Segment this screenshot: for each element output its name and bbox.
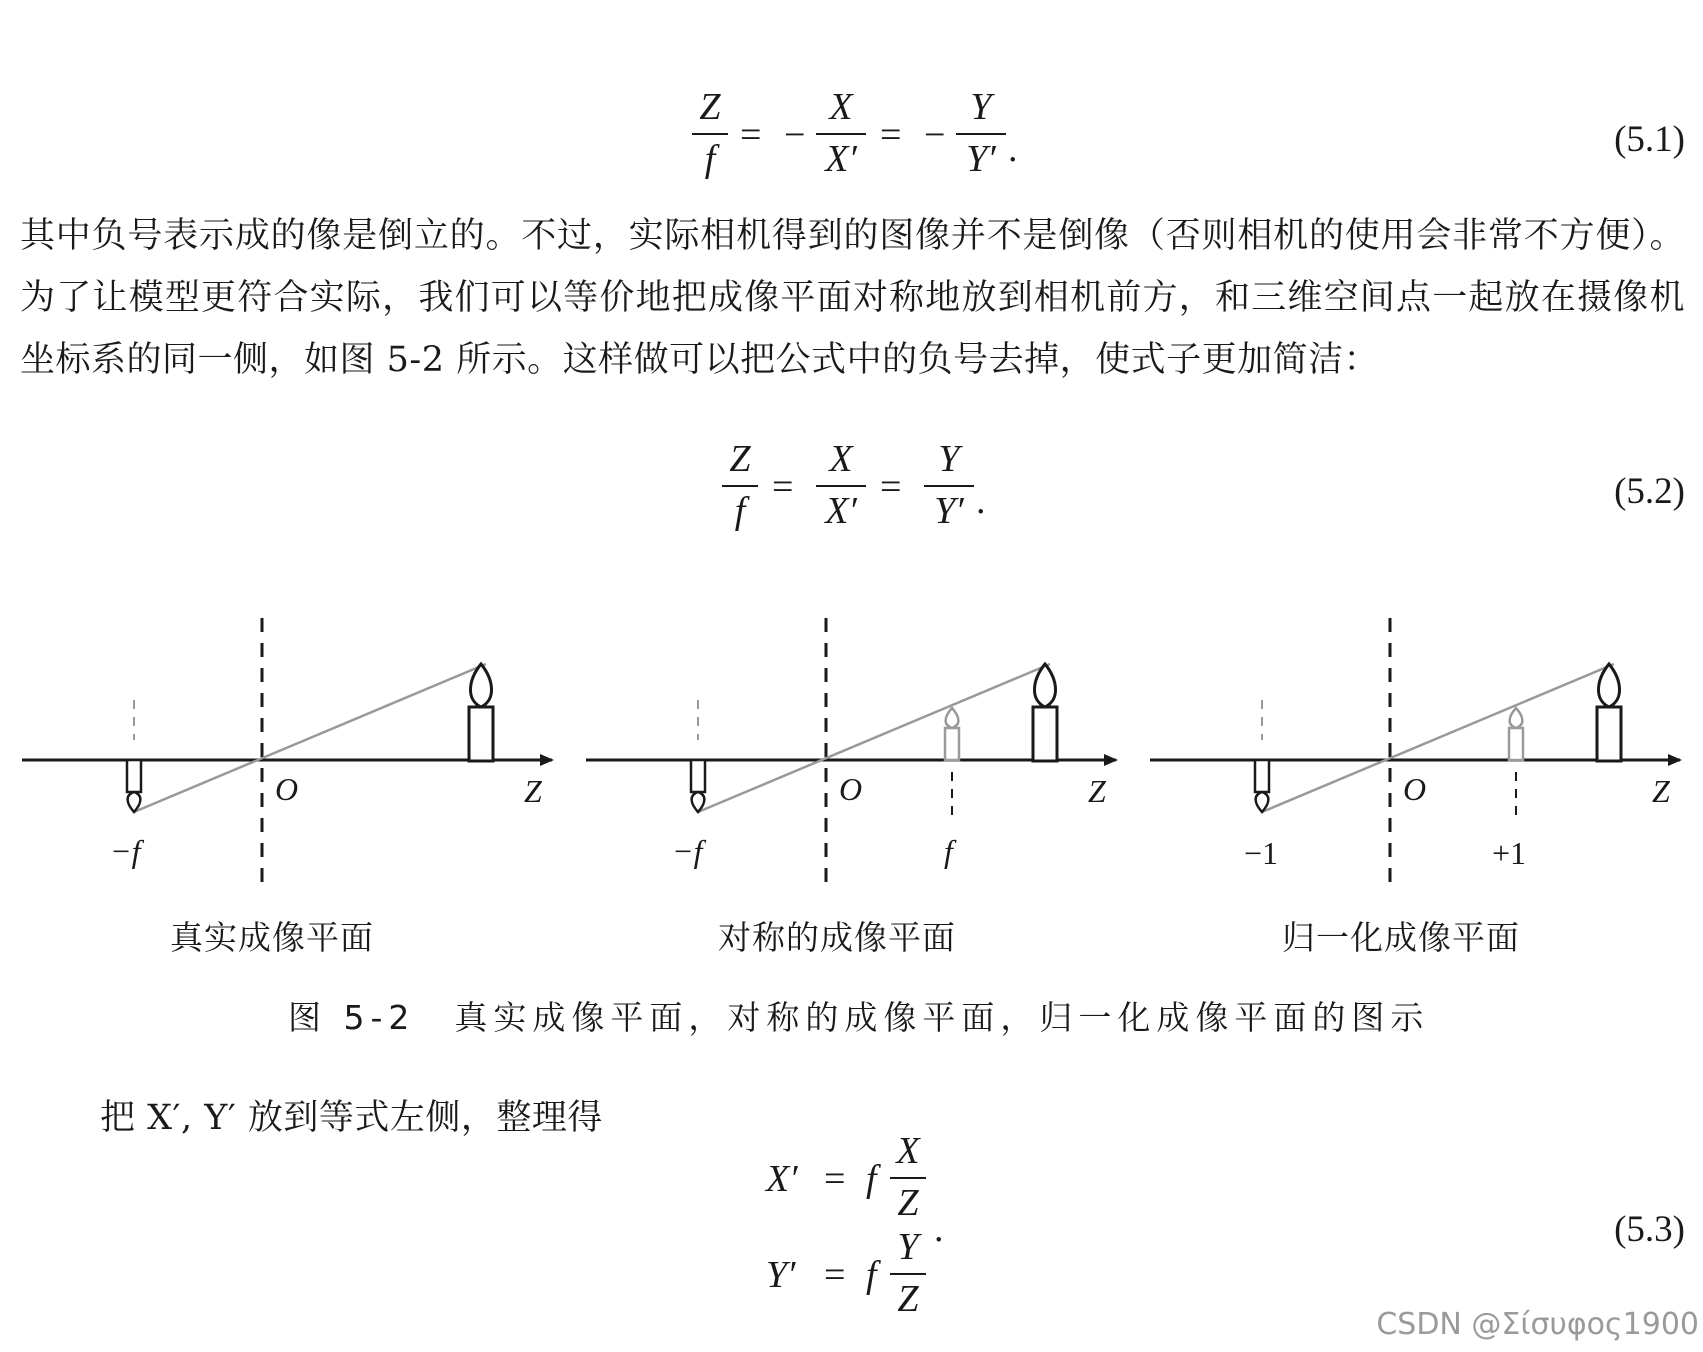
origin-label: O — [275, 771, 299, 807]
candle-object — [1033, 664, 1057, 761]
candle-virtual-image — [1509, 708, 1523, 760]
equals-sign: = — [824, 1254, 846, 1296]
figure-panel-real-imaging-plane — [22, 618, 552, 890]
eq2-denominator: X′ — [825, 490, 857, 532]
candle-object — [469, 664, 493, 761]
axis-label: Z — [524, 773, 542, 809]
panel-title-normalized: 归一化成像平面 — [1282, 918, 1520, 957]
eq3-denominator: Z — [897, 1278, 919, 1320]
eq3-line2-lhs: Y′ — [766, 1254, 796, 1296]
axis-label: Z — [1088, 773, 1106, 809]
eq2-numerator: X — [829, 438, 853, 480]
eq3-numerator: Y — [897, 1226, 919, 1268]
focal-label-left: −f — [110, 833, 141, 869]
eq3-line2-f: f — [866, 1254, 877, 1296]
equation-period: . — [934, 1208, 944, 1250]
eq1-denominator: f — [704, 138, 716, 180]
equals-sign: = — [740, 114, 762, 156]
minus-sign: − — [784, 114, 806, 156]
eq3-line1-fraction — [890, 1132, 926, 1222]
equation-number-5-3: (5.3) — [1614, 1209, 1685, 1250]
normalized-label-left: −1 — [1244, 835, 1279, 871]
eq1-fraction-x-xprime — [816, 88, 866, 178]
eq1-numerator: Y — [970, 86, 992, 128]
minus-sign: − — [924, 114, 946, 156]
fraction-bar — [890, 1273, 926, 1275]
eq2-fraction-z-f — [722, 440, 758, 530]
panel-title-real: 真实成像平面 — [170, 918, 374, 957]
fraction-bar — [816, 485, 866, 487]
origin-label: O — [839, 771, 863, 807]
fraction-bar — [924, 485, 974, 487]
axis-label: Z — [1652, 773, 1670, 809]
equation-period: . — [1008, 128, 1018, 170]
equals-sign: = — [824, 1158, 846, 1200]
candle-inverted-image — [1255, 760, 1269, 812]
eq2-denominator: f — [734, 490, 746, 532]
projection-ray — [698, 664, 1050, 812]
body-paragraph-2: 把 X′, Y′ 放到等式左侧，整理得 — [100, 1098, 603, 1138]
focal-label-right: f — [944, 833, 953, 869]
figure-caption: 图 5-2 真实成像平面，对称的成像平面，归一化成像平面的图示 — [288, 998, 1430, 1037]
fraction-bar — [956, 133, 1006, 135]
eq2-denominator: Y′ — [934, 490, 964, 532]
eq2-numerator: Z — [729, 438, 751, 480]
eq1-numerator: X — [829, 86, 853, 128]
eq3-line1-lhs: X′ — [766, 1158, 798, 1200]
eq1-fraction-z-f — [692, 88, 728, 178]
eq2-numerator: Y — [938, 438, 960, 480]
equation-number-5-2: (5.2) — [1614, 471, 1685, 512]
figure-panel-normalized-imaging-plane — [1150, 618, 1680, 890]
eq2-fraction-y-yprime — [924, 440, 974, 530]
normalized-label-right: +1 — [1492, 835, 1527, 871]
candle-inverted-image — [127, 760, 141, 812]
eq3-line1-f: f — [866, 1158, 877, 1200]
eq3-denominator: Z — [897, 1182, 919, 1224]
equals-sign: = — [772, 466, 794, 508]
body-paragraph-1: 其中负号表示成的像是倒立的。不过，实际相机得到的图像并不是倒像（否则相机的使用会非常不方便）。为了让模型更符合实际，我们可以等价地把成像平面对称地放到相机前方，和三维空间点一起放在摄像机坐标系的同一侧，如图 5-2 所示。这样做可以把公式中的负号去掉，使式子更加简洁： — [20, 216, 1685, 380]
candle-inverted-image — [691, 760, 705, 812]
focal-label-left: −f — [672, 833, 703, 869]
figure-panel-symmetric-imaging-plane — [586, 618, 1116, 890]
fraction-bar — [890, 1177, 926, 1179]
candle-virtual-image — [945, 708, 959, 760]
eq1-denominator: Y′ — [966, 138, 996, 180]
equation-number-5-1: (5.1) — [1614, 119, 1685, 160]
panel-title-symmetric: 对称的成像平面 — [718, 918, 956, 957]
projection-ray — [1262, 664, 1614, 812]
eq3-numerator: X — [896, 1130, 920, 1172]
eq2-fraction-x-xprime — [816, 440, 866, 530]
eq3-line2-fraction — [890, 1228, 926, 1318]
projection-ray — [134, 664, 486, 812]
fraction-bar — [692, 133, 728, 135]
watermark: CSDN @Σίσυφος1900 — [1376, 1307, 1699, 1342]
eq1-denominator: X′ — [825, 138, 857, 180]
equals-sign: = — [880, 466, 902, 508]
equation-period: . — [976, 480, 986, 522]
figure-5-2 — [0, 600, 1703, 930]
origin-label: O — [1403, 771, 1427, 807]
eq1-numerator: Z — [699, 86, 721, 128]
fraction-bar — [722, 485, 758, 487]
candle-object — [1597, 664, 1621, 761]
fraction-bar — [816, 133, 866, 135]
eq1-fraction-y-yprime — [956, 88, 1006, 178]
equals-sign: = — [880, 114, 902, 156]
